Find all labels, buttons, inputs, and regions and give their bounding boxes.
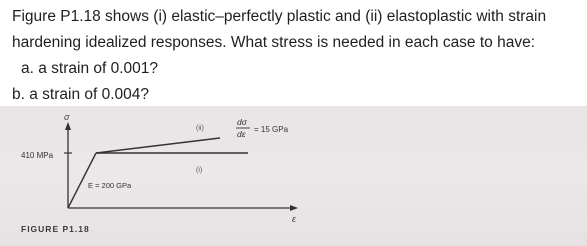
problem-line-1: Figure P1.18 shows (i) elastic–perfectly plastic and (ii) elastoplastic with strain <box>12 8 547 25</box>
problem-line-2: hardening idealized responses. What stress is needed in each case to have: <box>12 34 536 51</box>
x-axis-arrow <box>290 205 298 211</box>
y-axis-label: σ <box>64 112 70 122</box>
figure-p1-18 <box>0 106 587 246</box>
y-axis-arrow <box>65 122 71 130</box>
stress-strain-diagram <box>0 106 587 246</box>
problem-statement <box>12 4 582 108</box>
part-a: a. a strain of 0.001? <box>21 60 159 77</box>
part-b: b. a strain of 0.004? <box>12 86 150 103</box>
yield-stress-label: 410 MPa <box>21 151 54 160</box>
hardening-modulus-label: = 15 GPa <box>254 125 289 134</box>
modulus-label: E = 200 GPa <box>88 181 132 190</box>
curve-ii-label: (ii) <box>196 125 204 132</box>
derivative-numerator: dσ <box>237 117 247 127</box>
curve-i-label: (i) <box>196 167 203 174</box>
derivative-denominator: dε <box>237 129 246 139</box>
figure-caption: FIGURE P1.18 <box>21 224 90 234</box>
curve-ii-strain-hardening <box>96 138 220 153</box>
x-axis-label: ε <box>292 214 296 224</box>
